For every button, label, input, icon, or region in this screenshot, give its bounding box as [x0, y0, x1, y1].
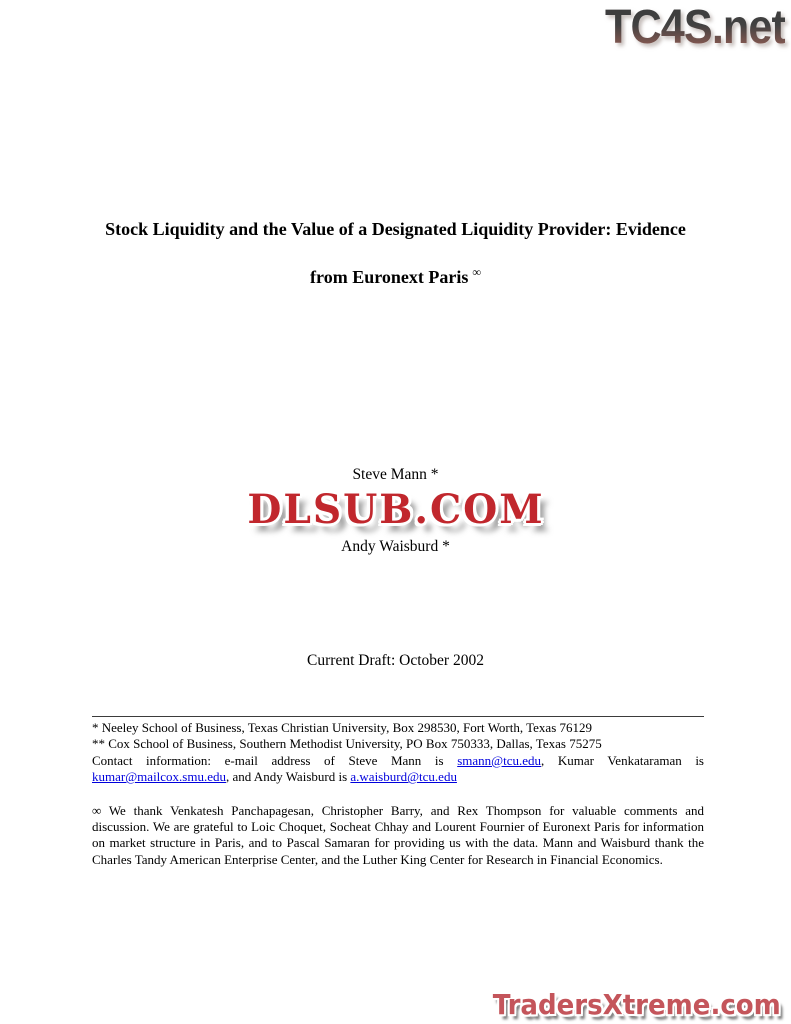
watermark-tc4s: TC4S.net	[604, 1, 785, 54]
contact-text-2: , Kumar Venkataraman is	[541, 752, 704, 768]
footnote-affiliation-1: * Neeley School of Business, Texas Christian University, Box 298530, Fort Worth, Texas 76129	[92, 720, 593, 735]
acknowledgements-paragraph: ∞ We thank Venkatesh Panchapagesan, Christopher Barry, and Rex Thompson for valuable comments and discussion. We are grateful to Loic Choquet, Socheat Chhay and Lourent Fournier of Euronext Paris for information on market structure in Paris, and to Pascal Samaran for providing us with the data. Mann and Waisburd thank the Charles Tandy American Enterprise Center, and the Luther King Center for Research in Financial Economics.	[92, 802, 704, 867]
title-footnote-symbol: ∞	[472, 265, 481, 279]
author-steve-mann: Steve Mann *	[352, 466, 439, 483]
watermark-tradersxtreme: TradersXtreme.com	[492, 988, 781, 1021]
contact-paragraph	[92, 753, 704, 786]
author-andy-waisburd: Andy Waisburd *	[341, 538, 450, 555]
email-link-smann[interactable]: smann@tcu.edu	[457, 752, 542, 768]
footnote-block	[92, 716, 704, 868]
paper-title-line1: Stock Liquidity and the Value of a Designated Liquidity Provider: Evidence	[105, 219, 686, 239]
contact-text-3: , and Andy Waisburd is	[226, 769, 351, 785]
email-link-kumar[interactable]: kumar@mailcox.smu.edu	[92, 769, 226, 785]
watermark-dlsub: DLSUB.COM	[246, 486, 545, 533]
paper-title-line2-text: from Euronext Paris	[310, 267, 469, 287]
email-link-waisburd[interactable]: a.waisburd@tcu.edu	[350, 769, 457, 785]
draft-date: Current Draft: October 2002	[307, 652, 484, 669]
footnote-affiliation-2: ** Cox School of Business, Southern Methodist University, PO Box 750333, Dallas, Texas 75275	[92, 736, 602, 752]
contact-text-1: Contact information: e-mail address of Steve Mann is	[92, 752, 458, 768]
paper-title-line2	[0, 265, 791, 288]
